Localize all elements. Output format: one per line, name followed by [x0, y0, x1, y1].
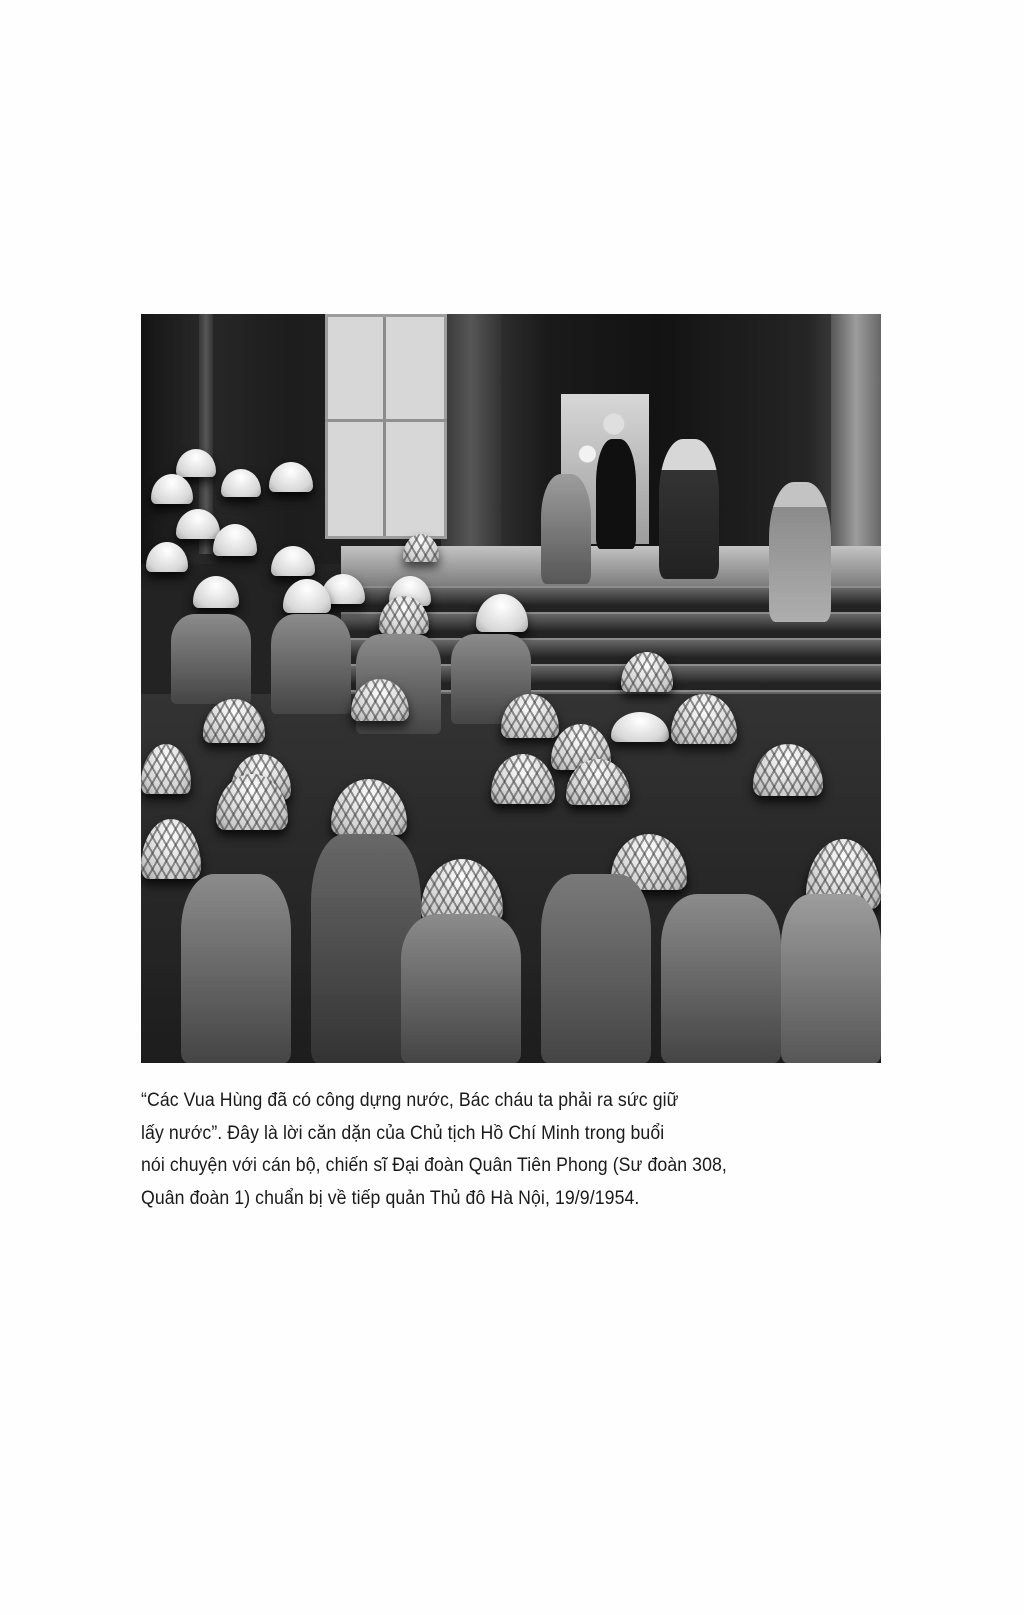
wooden-door	[325, 314, 447, 539]
soldier-body	[181, 874, 291, 1063]
soldier-body	[781, 894, 881, 1063]
seated-figure-right	[769, 482, 831, 622]
soldier-body	[661, 894, 781, 1063]
caption-line-2: lấy nước”. Đây là lời căn dặn của Chủ tịch Hồ Chí Minh trong buổi	[141, 1122, 665, 1144]
soldier-body	[271, 614, 351, 714]
helmet	[621, 652, 673, 692]
historical-photo	[141, 314, 881, 1063]
photo-caption	[141, 1085, 829, 1215]
caption-line-3: nói chuyện với cán bộ, chiến sĩ Đại đoàn Quân Tiên Phong (Sư đoàn 308,	[141, 1155, 727, 1176]
caption-line-1: “Các Vua Hùng đã có công dựng nước, Bác cháu ta phải ra sức giữ	[141, 1090, 679, 1111]
standing-figure-background	[596, 439, 636, 549]
ho-chi-minh-figure	[659, 439, 719, 579]
caption-line-4: Quân đoàn 1) chuẩn bị về tiếp quản Thủ đô Hà Nội, 19/9/1954.	[141, 1187, 640, 1209]
helmet	[193, 576, 239, 608]
soldier-body	[171, 614, 251, 704]
seated-figure	[541, 474, 591, 584]
soldier-body	[541, 874, 651, 1063]
pillar-center	[441, 314, 501, 554]
pillar-right	[831, 314, 881, 554]
soldier-body	[401, 914, 521, 1063]
